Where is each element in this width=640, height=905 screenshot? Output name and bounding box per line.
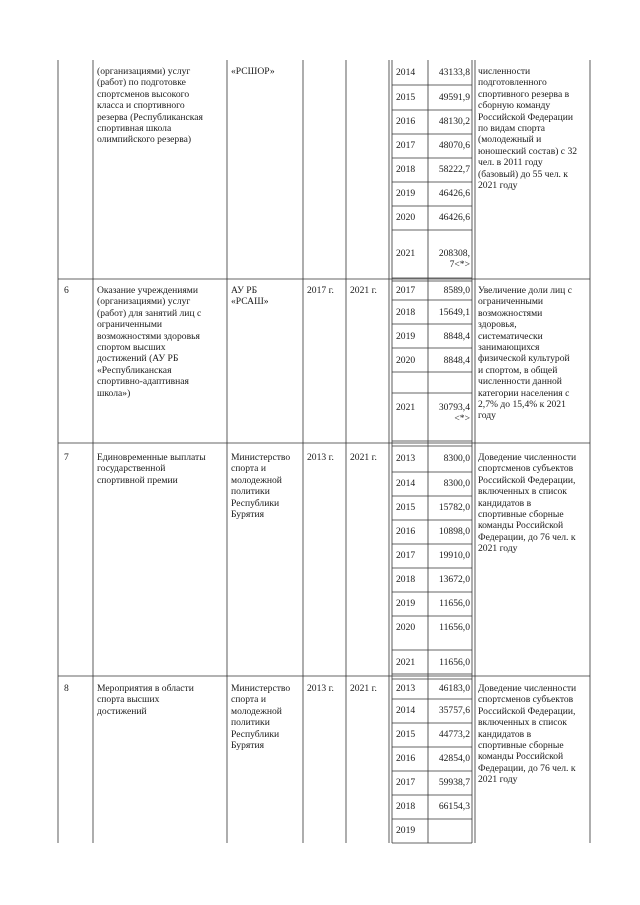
year-cell: 2016	[396, 526, 416, 537]
year-cell: 2013	[396, 683, 416, 694]
year-cell: 2018	[396, 801, 416, 812]
row-end: 2021 г.	[350, 452, 377, 463]
value-cell: 66154,3	[438, 801, 470, 812]
year-cell: 2016	[396, 116, 416, 127]
year-cell: 2014	[396, 478, 416, 489]
value-cell: 208308, 7<*>	[438, 248, 470, 271]
value-cell: 35757,6	[438, 705, 470, 716]
year-cell: 2014	[396, 705, 416, 716]
value-cell: 19910,0	[438, 550, 470, 561]
row-number: 7	[64, 452, 69, 463]
row-number: 6	[64, 285, 69, 296]
value-cell: 8848,4	[443, 331, 470, 342]
year-cell: 2015	[396, 729, 416, 740]
year-cell: 2017	[396, 285, 416, 296]
year-cell: 2016	[396, 753, 416, 764]
value-cell: 13672,0	[438, 574, 470, 585]
value-cell: 8300,0	[443, 478, 470, 489]
row-executor: АУ РБ «РСАШ»	[231, 285, 269, 308]
value-cell: 8300,0	[443, 453, 470, 464]
year-cell: 2013	[396, 453, 416, 464]
value-cell: 11656,0	[439, 622, 470, 633]
row-start: 2013 г.	[307, 683, 334, 694]
year-cell: 2020	[396, 622, 416, 633]
value-cell: 46426,6	[438, 212, 470, 223]
value-cell: 30793,4 <*>	[438, 402, 470, 425]
year-cell: 2018	[396, 574, 416, 585]
year-cell: 2021	[396, 402, 416, 413]
row-executor: Министерство спорта и молодежной политики Республики Бурятия	[231, 452, 291, 521]
row-number: 8	[64, 683, 69, 694]
value-cell: 8848,4	[443, 355, 470, 366]
year-cell: 2017	[396, 550, 416, 561]
year-cell: 2019	[396, 188, 416, 199]
row-name: Оказание учреждениями (организациями) услуг (работ) для занятий лиц с ограниченными возможностями здоровья спортом высших достижений (АУ РБ «Республиканская спортивно-адаптивная школа»)	[97, 285, 202, 399]
row-end: 2021 г.	[350, 285, 377, 296]
value-cell: 49591,9	[438, 92, 470, 103]
year-cell: 2017	[396, 140, 416, 151]
value-cell: 43133,8	[438, 67, 470, 78]
year-cell: 2019	[396, 598, 416, 609]
value-cell: 8589,0	[443, 285, 470, 296]
year-cell: 2019	[396, 825, 416, 836]
value-cell: 58222,7	[438, 164, 470, 175]
row-result: Доведение численности спортсменов субъектов Российской Федерации, включенных в список кандидатов в спортивные сборные команды Российской Федерации, до 76 чел. к 2021 году	[478, 683, 577, 786]
row-executor: «РСШОР»	[231, 66, 275, 77]
row-start: 2013 г.	[307, 452, 334, 463]
value-cell: 10898,0	[438, 526, 470, 537]
year-cell: 2018	[396, 307, 416, 318]
year-cell: 2021	[396, 248, 416, 259]
value-cell: 15782,0	[438, 502, 470, 513]
row-name: (организациями) услуг (работ) по подготовке спортсменов высокого класса и спортивного резерва (Республиканская спортивная школа олимпийского резерва)	[97, 66, 203, 146]
year-cell: 2014	[396, 67, 416, 78]
year-cell: 2015	[396, 502, 416, 513]
year-cell: 2019	[396, 331, 416, 342]
value-cell: 46426,6	[438, 188, 470, 199]
year-cell: 2020	[396, 212, 416, 223]
year-cell: 2018	[396, 164, 416, 175]
row-result: Доведение численности спортсменов субъектов Российской Федерации, включенных в список кандидатов в спортивные сборные команды Российской Федерации, до 76 чел. к 2021 году	[478, 452, 577, 555]
value-cell: 48130,2	[438, 116, 470, 127]
year-cell: 2021	[396, 657, 416, 668]
value-cell: 46183,0	[438, 683, 470, 694]
value-cell: 42854,0	[438, 753, 470, 764]
row-executor: Министерство спорта и молодежной политики Республики Бурятия	[231, 683, 291, 752]
value-cell: 11656,0	[439, 657, 470, 668]
row-start: 2017 г.	[307, 285, 334, 296]
value-cell: 11656,0	[439, 598, 470, 609]
row-name: Единовременные выплаты государственной спортивной премии	[97, 452, 206, 486]
row-result: Увеличение доли лиц с ограниченными возможностями здоровья, систематически занимающихся физической культурой и спортом, в общей численности данной категории населения с 2,7% до 15,4% к 2021 году	[478, 285, 572, 422]
year-cell: 2020	[396, 355, 416, 366]
row-end: 2021 г.	[350, 683, 377, 694]
value-cell: 44773,2	[438, 729, 470, 740]
value-cell: 59938,7	[438, 777, 470, 788]
row-name: Мероприятия в области спорта высших достижений	[97, 683, 194, 717]
row-result: численности подготовленного спортивного резерва в сборную команду Российской Федерации по видам спорта (молодежный и юношеский состав) с 32 чел. в 2011 году (базовый) до 55 чел. к 2021 году	[478, 66, 578, 192]
value-cell: 48070,6	[438, 140, 470, 151]
value-cell: 15649,1	[438, 307, 470, 318]
year-cell: 2017	[396, 777, 416, 788]
year-cell: 2015	[396, 92, 416, 103]
